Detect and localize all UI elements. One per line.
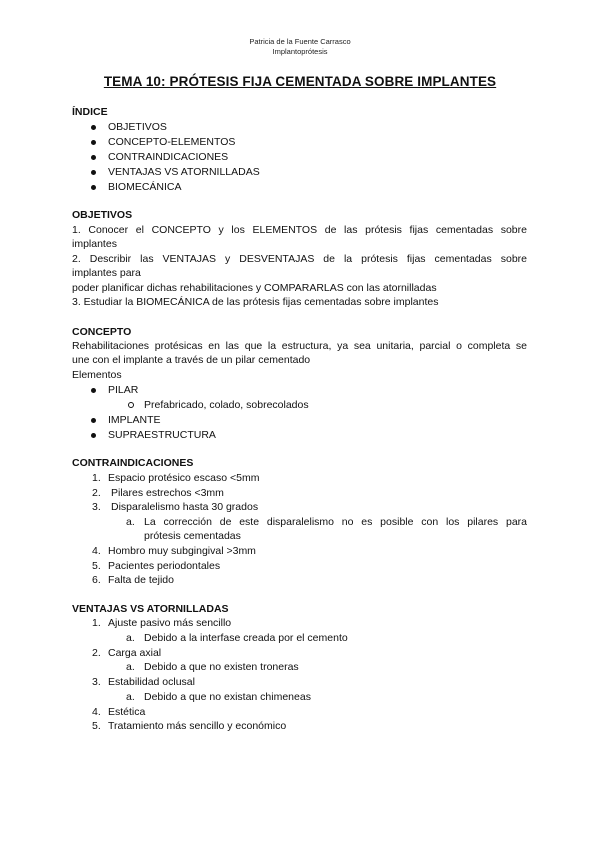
sub-bullet-icon [128, 402, 134, 408]
ventaja-item: Carga axial [108, 647, 162, 659]
contraindicacion-item: Disparalelismo hasta 30 grados [111, 501, 259, 513]
objetivos-line: implantes [72, 238, 117, 250]
list-letter: a. [126, 632, 135, 644]
bullet-icon [91, 418, 96, 423]
list-letter: a. [126, 516, 135, 528]
bullet-icon [91, 125, 96, 130]
list-letter: a. [126, 661, 135, 673]
contraindicacion-subitem: La corrección de este disparalelismo no es posible con los pilares para [144, 516, 527, 528]
list-number: 4. [92, 545, 101, 557]
ventaja-item: Estética [108, 706, 146, 718]
elemento-supraestructura: SUPRAESTRUCTURA [108, 429, 216, 441]
bullet-icon [91, 170, 96, 175]
concepto-line: Rehabilitaciones protésicas en las que la estructura, ya sea unitaria, parcial o completa se [72, 340, 527, 352]
list-number: 2. [92, 647, 101, 659]
header-course: Implantoprótesis [272, 47, 328, 56]
list-number: 3. [92, 501, 101, 513]
contraindicacion-subitem: prótesis cementadas [144, 530, 241, 542]
objetivos-line: 1. Conocer el CONCEPTO y los ELEMENTOS de las prótesis fijas cementadas sobre [72, 224, 527, 236]
contraindicacion-item: Hombro muy subgingival >3mm [108, 545, 256, 557]
bullet-icon [91, 388, 96, 393]
concepto-line: une con el implante a través de un pilar cementado [72, 354, 311, 366]
list-number: 5. [92, 720, 101, 732]
list-letter: a. [126, 691, 135, 703]
list-number: 1. [92, 472, 101, 484]
objetivos-line: 2. Describir las VENTAJAS y DESVENTAJAS de la prótesis fijas cementadas sobre [72, 253, 527, 265]
ventajas-heading: VENTAJAS VS ATORNILLADAS [72, 603, 229, 615]
list-number: 6. [92, 574, 101, 586]
list-number: 3. [92, 676, 101, 688]
contraindicacion-item: Pacientes periodontales [108, 560, 221, 572]
list-number: 2. [92, 487, 101, 499]
elemento-pilar: PILAR [108, 384, 139, 396]
indice-item-contraindicaciones: CONTRAINDICACIONES [108, 151, 229, 163]
objetivos-line: 3. Estudiar la BIOMECÁNICA de las prótesis fijas cementadas sobre implantes [72, 296, 439, 308]
objetivos-heading: OBJETIVOS [72, 209, 133, 221]
elemento-pilar-tipos: Prefabricado, colado, sobrecolados [144, 399, 309, 411]
ventaja-item: Ajuste pasivo más sencillo [108, 617, 232, 629]
indice-item-ventajas: VENTAJAS VS ATORNILLADAS [108, 166, 260, 178]
contraindicacion-item: Espacio protésico escaso <5mm [108, 472, 260, 484]
page-title: TEMA 10: PRÓTESIS FIJA CEMENTADA SOBRE IMPLANTES [103, 74, 497, 89]
contraindicacion-item: Pilares estrechos <3mm [111, 487, 224, 499]
elemento-implante: IMPLANTE [108, 414, 161, 426]
elementos-label: Elementos [72, 369, 122, 381]
ventaja-subitem: Debido a que no existen troneras [144, 661, 299, 673]
indice-item-biomecanica: BIOMECÁNICA [108, 181, 182, 193]
bullet-icon [91, 433, 96, 438]
indice-item-concepto: CONCEPTO-ELEMENTOS [108, 136, 236, 148]
objetivos-line: poder planificar dichas rehabilitaciones y COMPARARLAS con las atornilladas [72, 282, 437, 294]
objetivos-line: implantes para [72, 267, 141, 279]
contraindicacion-item: Falta de tejido [108, 574, 174, 586]
ventaja-item: Tratamiento más sencillo y económico [108, 720, 287, 732]
ventaja-subitem: Debido a que no existan chimeneas [144, 691, 311, 703]
list-number: 5. [92, 560, 101, 572]
contraindicaciones-heading: CONTRAINDICACIONES [72, 457, 194, 469]
indice-item-objetivos: OBJETIVOS [108, 121, 167, 133]
ventaja-subitem: Debido a la interfase creada por el cemento [144, 632, 348, 644]
concepto-heading: CONCEPTO [72, 326, 132, 338]
indice-heading: ÍNDICE [72, 106, 108, 118]
list-number: 1. [92, 617, 101, 629]
ventaja-item: Estabilidad oclusal [108, 676, 195, 688]
list-number: 4. [92, 706, 101, 718]
bullet-icon [91, 185, 96, 190]
bullet-icon [91, 140, 96, 145]
header-author: Patricia de la Fuente Carrasco [249, 37, 351, 46]
bullet-icon [91, 155, 96, 160]
